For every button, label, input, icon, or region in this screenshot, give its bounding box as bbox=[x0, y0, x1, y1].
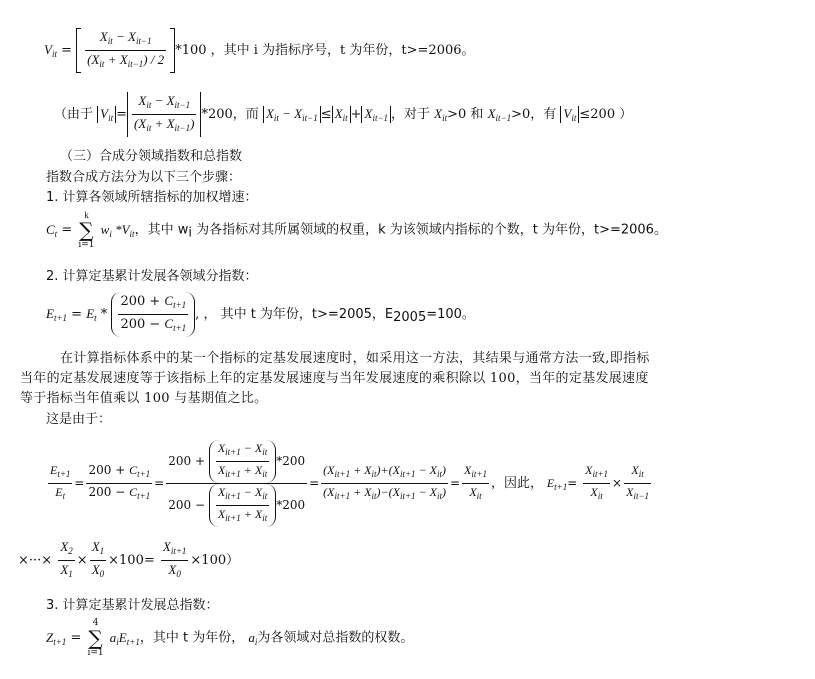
section-intro: 指数合成方法分为以下三个步骤： bbox=[46, 170, 242, 185]
step2-tail2: =100。 bbox=[426, 307, 475, 322]
step1-title: 1. 计算各领域所辖指标的加权增速： bbox=[46, 190, 258, 205]
paragraph-line-3: 等于指标当年值乘以 100 与基期值之比。 bbox=[20, 391, 268, 406]
note-mid1: *200，而 bbox=[201, 107, 259, 122]
formula-zt: $Z_{t+1}$ = 4 ∑ i=1 $a_iE_{t+1}$，其中 t 为年份， $a_i$为各领域对总指数的权数。 bbox=[46, 618, 414, 658]
note-le: ≤ bbox=[320, 107, 332, 122]
step2-tail: ， 其中 t 为年份，t>=2005，E bbox=[203, 307, 394, 322]
note-plus: + bbox=[350, 107, 362, 122]
therefore-label: ，因此， bbox=[490, 476, 543, 491]
formula-derivation: $\frac{E_{t+1}}{E_t}$ = $\frac{200 + C_{t+1}}{200 - C_{t+1}}$ = 200 + $\frac{X_{it+1} - X_{it}}{X_{it+1} + X_{it}}$ *200 200 − $\frac{X_{it+1} - X_{it}}{X_{it+1} + X_{it}}$ *200 = $\frac{(X_{it+1} + X_{it})+(X_{it+1} - X_{it})}{(X_{it+1} + X_{it})-(X_{it+1} - X_{it})}$ = $\frac{X_{it+1}}{X_{it}}$ ，因此， $E_{t+1}=$ $\frac{X_{it+1}}{X_{it}}$ × $\frac{X_{it}}{X_{it-1}}$ bbox=[46, 440, 653, 527]
paragraph-line-2: 当年的定基发展速度等于该指标上年的定基发展速度与当年发展速度的乘积除以 100，当年的定基发展速度 bbox=[20, 371, 649, 386]
formula-product: ×···× $\frac{X_2}{X_1}$ × $\frac{X_1}{X_0}$ ×100= $\frac{X_{it+1}}{X_0}$ ×100） bbox=[18, 538, 239, 583]
paragraph-line-1: 在计算指标体系中的某一个指标的定基发展速度时，如采用这一方法，其结果与通常方法一致,即指标 bbox=[60, 351, 650, 366]
formula-ct: $C_t$ = k ∑ i=1 $w_i$ $*V_{it}$，其中 $w_i$ 为各指标对其所属领域的权重，k 为该领域内指标的个数，t 为年份，t>=2006。 bbox=[46, 210, 667, 250]
formula-vit-tail: *100 ，其中 i 为指标序号，t 为年份，t>=2006。 bbox=[175, 43, 475, 58]
formula-et: $E_{t+1} = E_t$ * $\frac{200 + C_{t+1}}{200 - C_{t+1}}$ , ， 其中 t 为年份，t>=2005，$E_{2005}=100$。 bbox=[46, 292, 475, 337]
step1-tail: ，其中 w bbox=[134, 222, 189, 238]
note-cond2: >0，有 bbox=[511, 107, 557, 122]
bound-note: （由于 $V_{it}$ = $\frac{X_{it} - X_{it-1}}{(X_{it} + X_{it-1})}$ *200，而 $X_{it} - X_{it-1} \le X_{it} + X_{it-1}$ ，对于 $X_{it}>0$ 和 $X_{it-1}>0$，有 $V_{it} \le 200$ ） bbox=[54, 92, 632, 137]
note-cond1: >0 和 bbox=[447, 107, 484, 122]
because-label: 这是由于： bbox=[46, 412, 112, 427]
note-mid4: ，对于 bbox=[391, 107, 431, 122]
step3-tail: ，其中 t 为年份， bbox=[139, 630, 245, 646]
step3-title: 3. 计算定基累计发展总指数： bbox=[46, 598, 219, 613]
step3-tail2: 为各领域对总指数的权数。 bbox=[257, 630, 414, 646]
formula-vit: $V_{it}$ = $\frac{X_{it} - X_{it-1}}{(X_{it} + X_{it-1}) / 2}$ *100 ，其中 i 为指标序号，t 为年份，t>=2006。 bbox=[44, 28, 475, 73]
step2-tail-sub: 2005 bbox=[393, 310, 427, 325]
note-close: ≤200 ） bbox=[579, 107, 633, 122]
step1-tail2: 为各指标对其所属领域的权重，k 为该领域内指标的个数，t 为年份，t>=2006。 bbox=[196, 222, 667, 238]
section-heading: （三）合成分领域指数和总指数 bbox=[60, 149, 243, 164]
note-open: （由于 bbox=[54, 107, 94, 122]
step2-title: 2. 计算定基累计发展各领域分指数： bbox=[46, 269, 258, 284]
